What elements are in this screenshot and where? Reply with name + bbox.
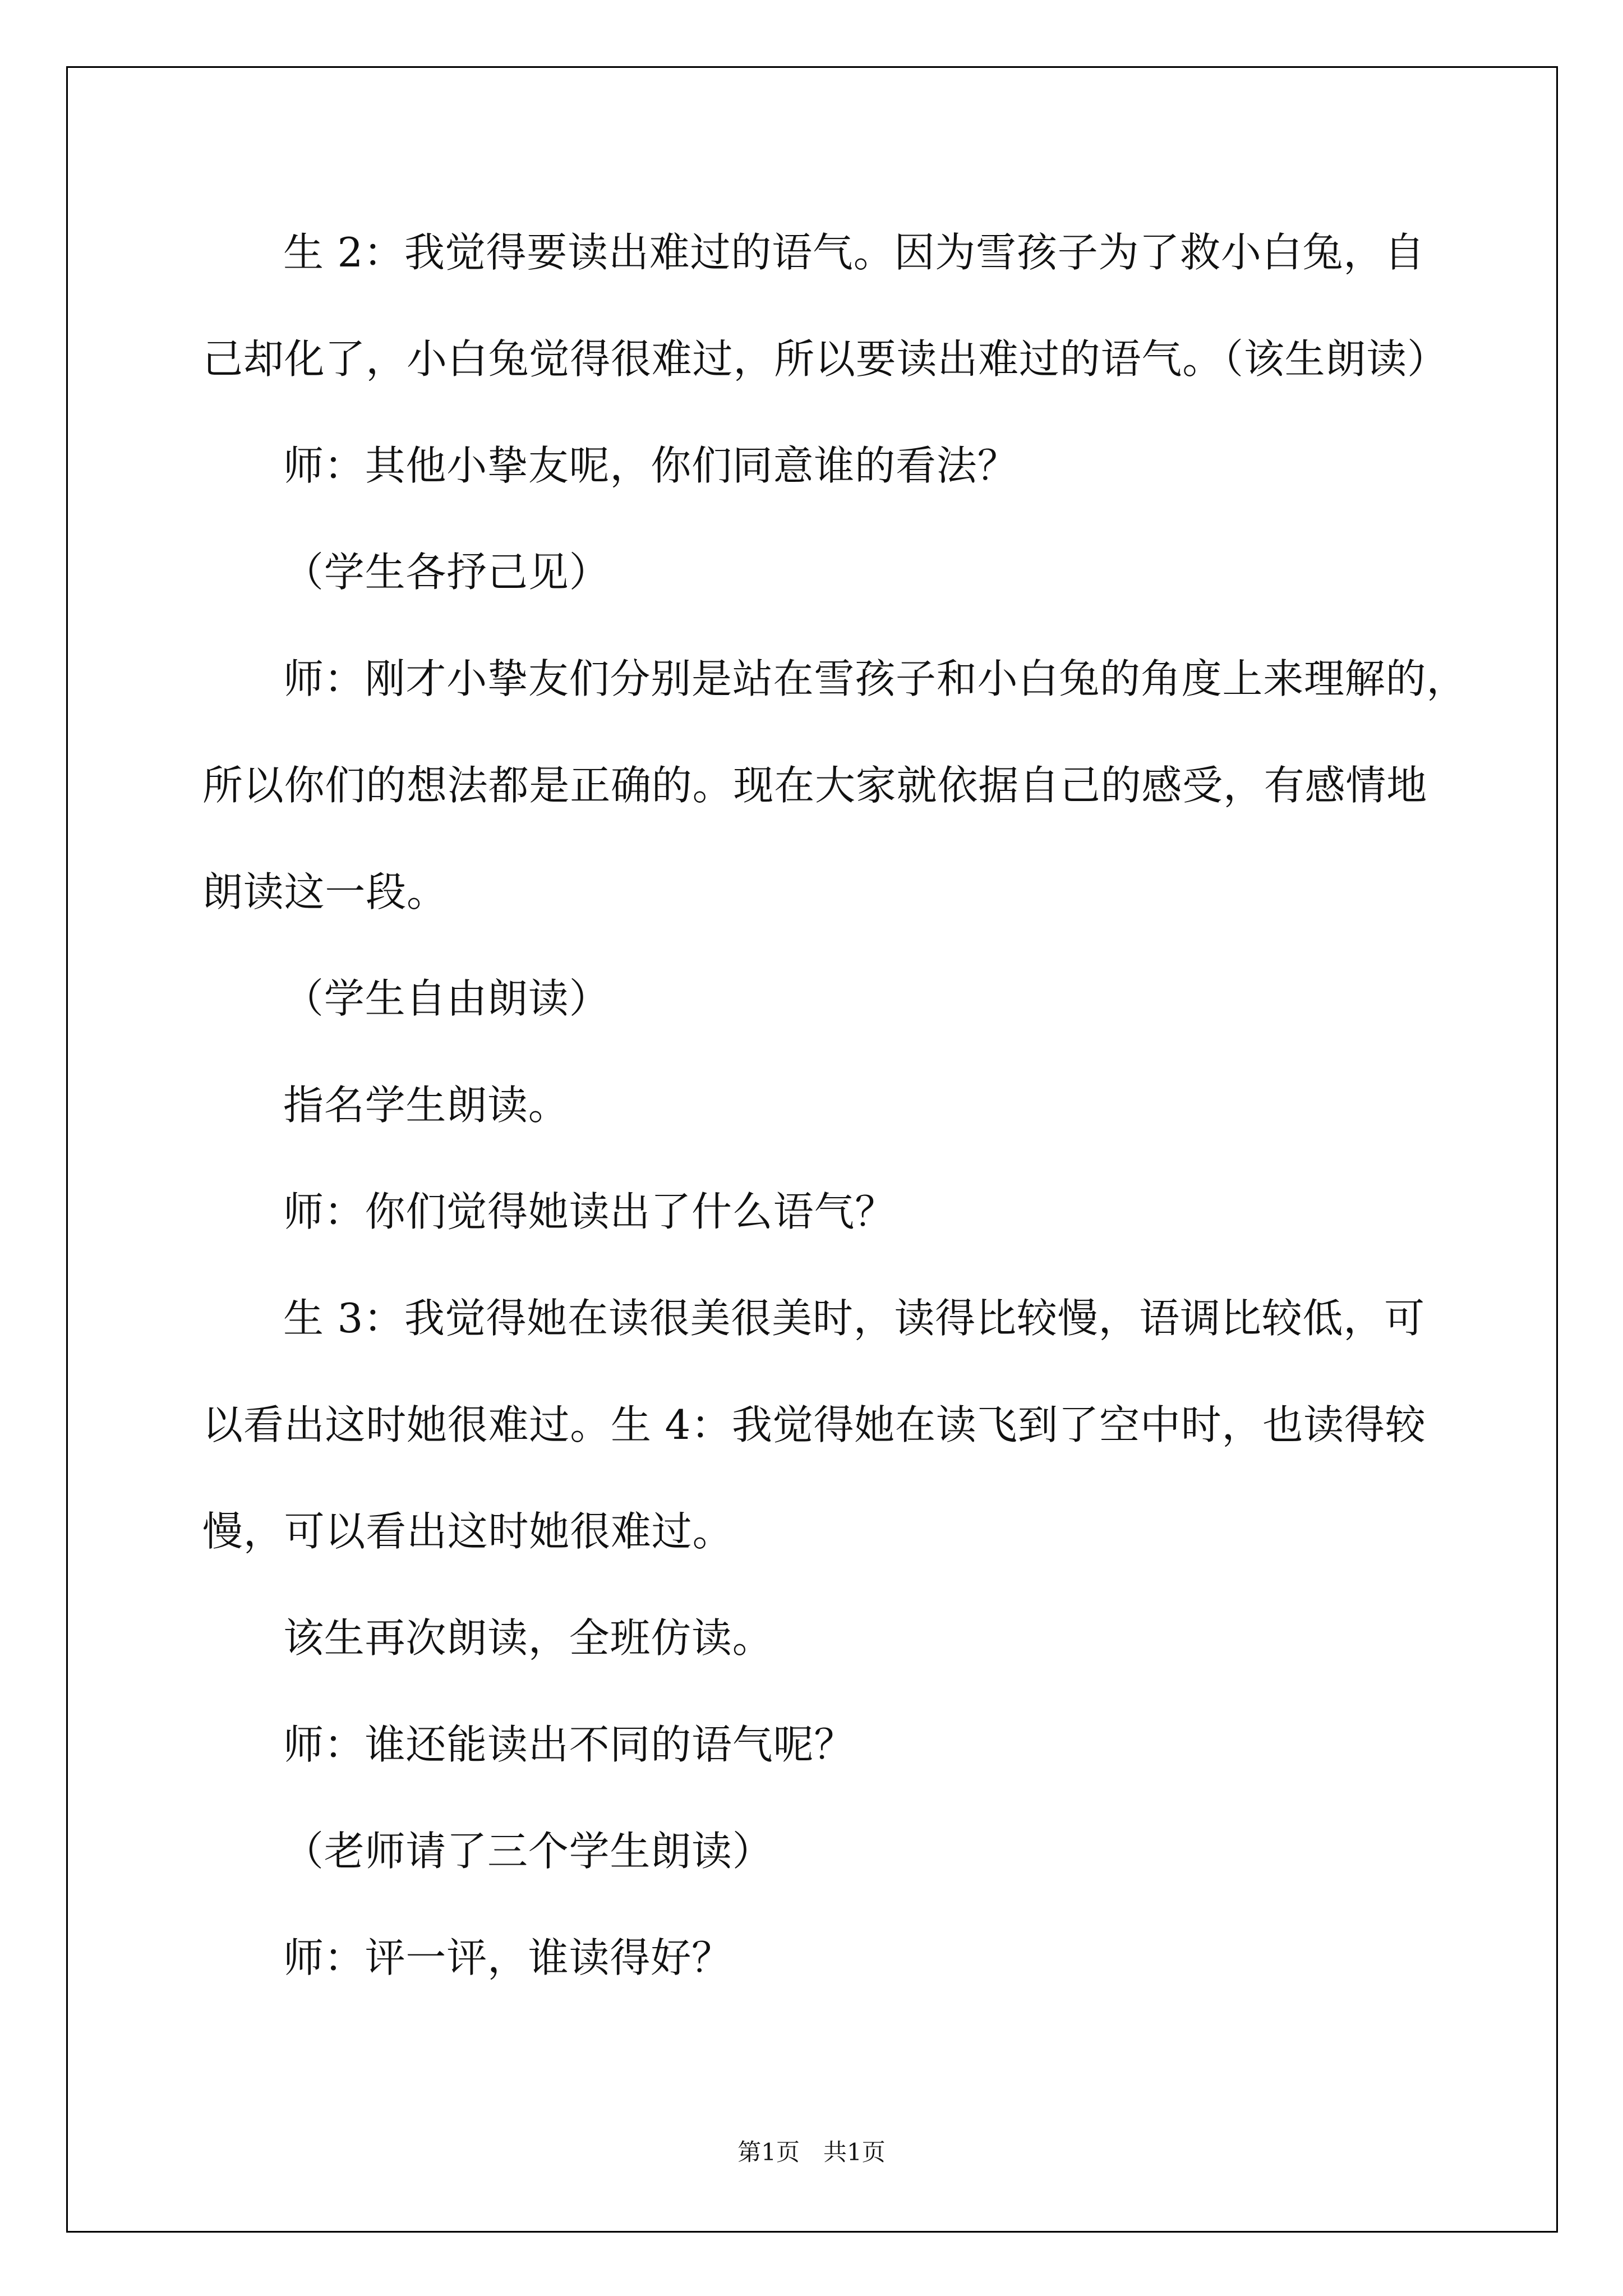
paragraph	[202, 412, 1537, 519]
paragraph	[202, 1691, 1537, 1798]
text-line: 师：你们觉得她读出了什么语气？	[283, 1188, 896, 1235]
paragraph	[202, 945, 1537, 1052]
text-line: 己却化了，小白兔觉得很难过，所以要读出难过的语气。（该生朗读）	[202, 335, 1448, 383]
text-line: 指名学生朗读。	[283, 1082, 569, 1129]
text-line: 该生再次朗读，全班仿读。	[283, 1614, 773, 1662]
paragraph	[202, 1158, 1537, 1265]
paragraph	[202, 1265, 1537, 1585]
paragraph	[202, 519, 1537, 625]
text-line: 师：谁还能读出不同的语气呢？	[283, 1721, 855, 1768]
paragraph	[202, 1052, 1537, 1158]
text-line: 生 2：我觉得要读出难过的语气。因为雪孩子为了救小白兔，自	[283, 229, 1425, 276]
text-line: （学生各抒己见）	[283, 549, 610, 596]
text-line: 师：其他小挚友呢，你们同意谁的看法？	[283, 442, 1018, 489]
page-footer: 第1页 共1页	[737, 2138, 886, 2166]
paragraph	[202, 1904, 1537, 2011]
text-line: （学生自由朗读）	[283, 975, 610, 1022]
text-line: 朗读这一段。	[202, 868, 448, 915]
text-line: 慢，可以看出这时她很难过。	[202, 1508, 734, 1555]
text-line: 以看出这时她很难过。生 4：我觉得她在读飞到了空中时，也读得较	[202, 1401, 1426, 1448]
text-line: 师：刚才小挚友们分别是站在雪孩子和小白兔的角度上来理解的，	[283, 655, 1468, 702]
document-body	[202, 199, 1537, 2011]
text-line: 所以你们的想法都是正确的。现在大家就依据自己的感受，有感情地	[202, 762, 1428, 809]
text-line: （老师请了三个学生朗读）	[283, 1828, 773, 1875]
paragraph	[202, 625, 1537, 945]
paragraph	[202, 1585, 1537, 1691]
text-line: 生 3：我觉得她在读很美很美时，读得比较慢，语调比较低，可	[283, 1295, 1425, 1342]
paragraph	[202, 199, 1537, 412]
paragraph	[202, 1798, 1537, 1904]
text-line: 师：评一评，谁读得好？	[283, 1934, 732, 1981]
